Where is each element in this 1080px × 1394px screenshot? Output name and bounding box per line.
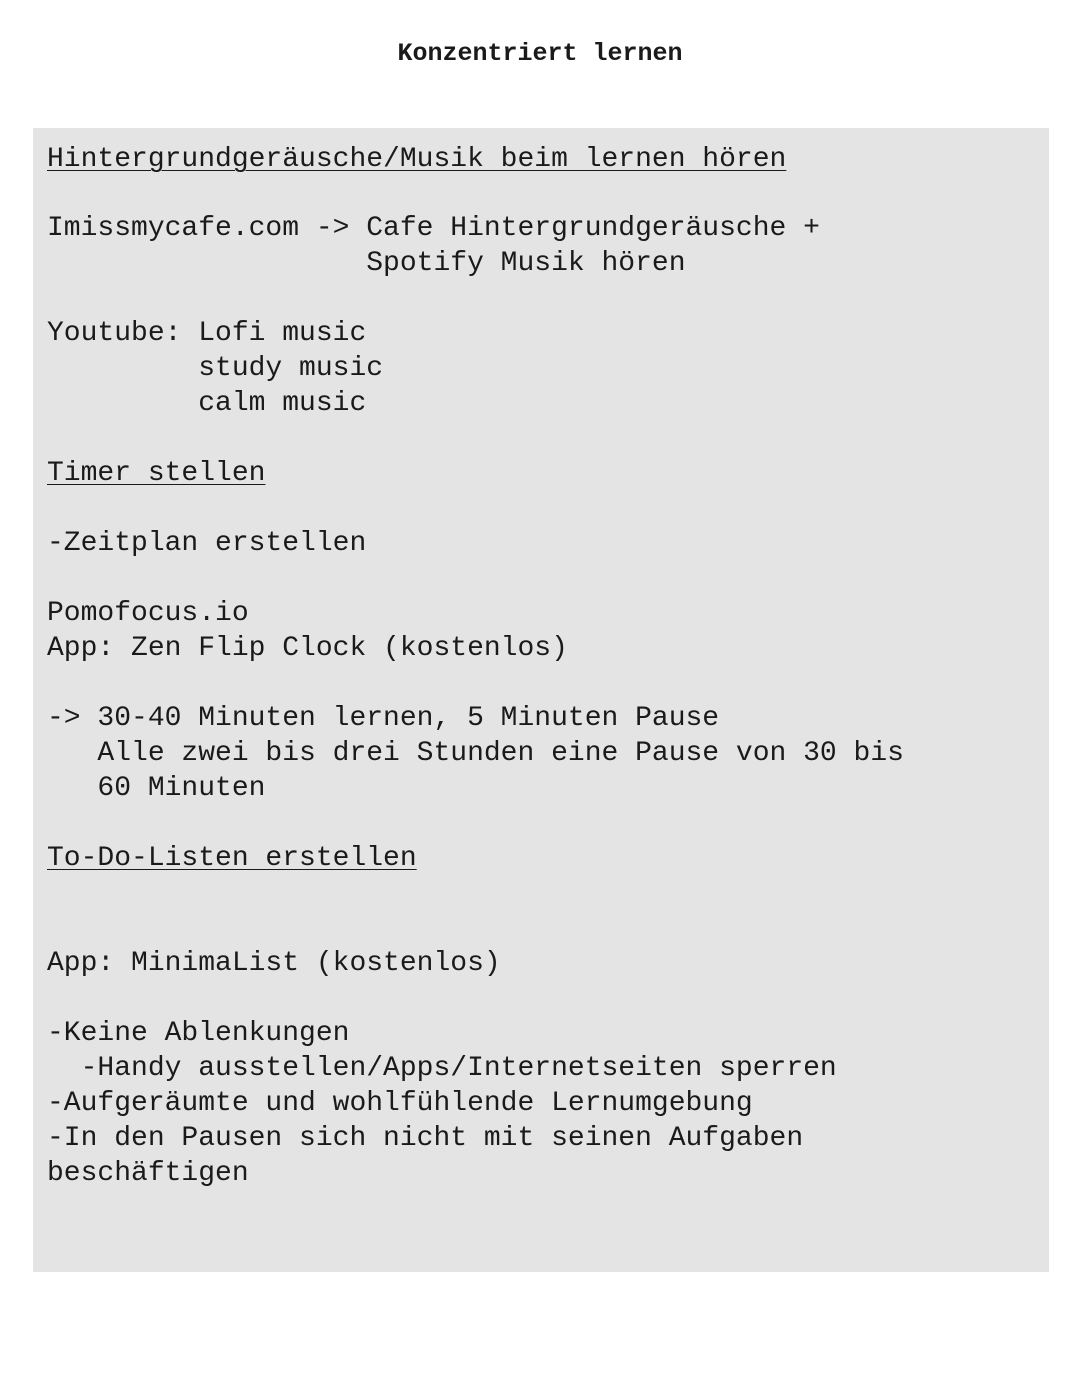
tip-line-5: beschäftigen [47,1158,249,1189]
section-heading-music: Hintergrundgeräusche/Musik beim lernen hören [47,144,787,175]
tip-line-3: -Aufgeräumte und wohlfühlende Lernumgebung [47,1088,753,1119]
rule-line-3: 60 Minuten [47,773,266,804]
page-title: Konzentriert lernen [397,39,683,68]
timer-app-line: App: Zen Flip Clock (kostenlos) [47,633,568,664]
tip-line-2: -Handy ausstellen/Apps/Internetseiten sperren [47,1053,837,1084]
youtube-line-3: calm music [47,388,367,419]
todo-app-line: App: MinimaList (kostenlos) [47,948,501,979]
rule-line-1: -> 30-40 Minuten lernen, 5 Minuten Pause [47,703,720,734]
tip-line-4: -In den Pausen sich nicht mit seinen Aufgaben [47,1123,804,1154]
youtube-line-1: Youtube: Lofi music [47,318,367,349]
rule-line-2: Alle zwei bis drei Stunden eine Pause von 30 bis [47,738,904,769]
cafe-line-1: Imissmycafe.com -> Cafe Hintergrundgeräusche + [47,213,820,244]
notes-panel [33,128,1049,1272]
cafe-line-2: Spotify Musik hören [47,248,686,279]
section-heading-timer: Timer stellen [47,458,266,489]
youtube-line-2: study music [47,353,384,384]
pomofocus-line: Pomofocus.io [47,598,249,629]
section-heading-todo: To-Do-Listen erstellen [47,843,417,874]
tip-line-1: -Keine Ablenkungen [47,1018,350,1049]
schedule-line: -Zeitplan erstellen [47,528,367,559]
